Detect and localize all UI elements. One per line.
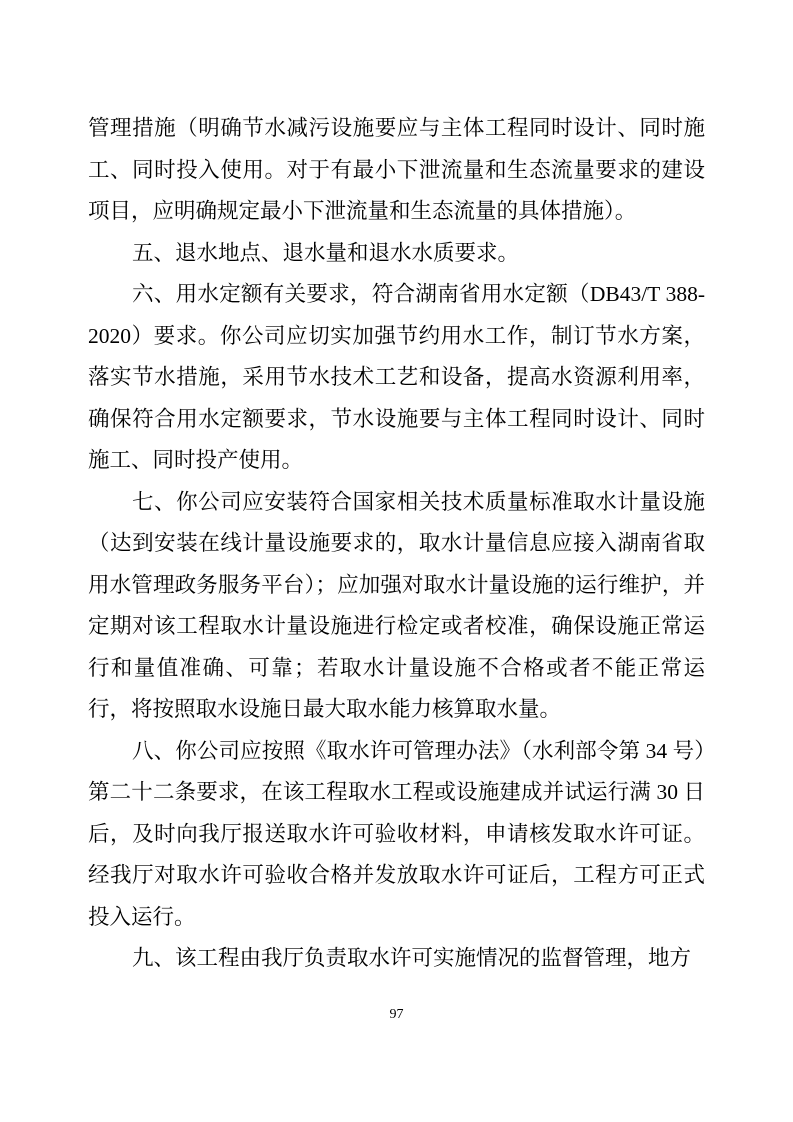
page-number: 97 [389, 1007, 404, 1022]
paragraph-item-5: 五、退水地点、退水量和退水水质要求。 [132, 240, 520, 265]
page-body [88, 108, 705, 980]
paragraph-item-8: 八、你公司应按照《取水许可管理办法》（水利部令第 34 号）第二十二条要求，在该工程取水工程或设施建成并试运行满 30 日后，及时向我厅报送取水许可验收材料，申请核发取水许可证。经我厅对取水许可验收合格并发放取水许可证后，工程方可正式投入运行。 [88, 738, 705, 929]
paragraph-item-7: 七、你公司应安装符合国家相关技术质量标准取水计量设施（达到安装在线计量设施要求的，取水计量信息应接入湖南省取用水管理政务服务平台）；应加强对取水计量设施的运行维护，并定期对该工程取水计量设施进行检定或者校准，确保设施正常运行和量值准确、可靠；若取水计量设施不合格或者不能正常运行，将按照取水设施日最大取水能力核算取水量。 [88, 489, 705, 721]
paragraph-item-9: 九、该工程由我厅负责取水许可实施情况的监督管理，地方 [132, 946, 692, 970]
paragraph-continued-management: 管理措施（明确节水减污设施要应与主体工程同时设计、同时施工、同时投入使用。对于有最小下泄流量和生态流量要求的建设项目，应明确规定最小下泄流量和生态流量的具体措施）。 [88, 116, 705, 223]
paragraph-item-6: 六、用水定额有关要求，符合湖南省用水定额（DB43/T 388-2020）要求。你公司应切实加强节约用水工作，制订节水方案，落实节水措施，采用节水技术工艺和设备，提高水资源利用率，确保符合用水定额要求，节水设施要与主体工程同时设计、同时施工、同时投产使用。 [88, 282, 705, 472]
